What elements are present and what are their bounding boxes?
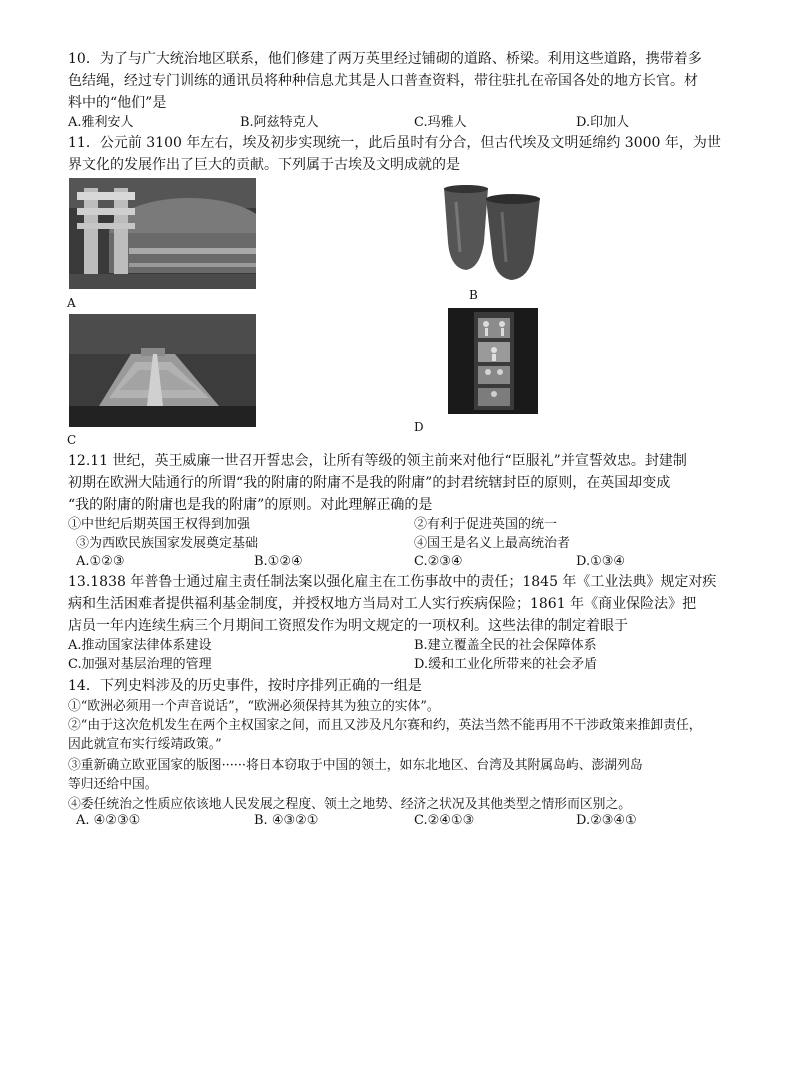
q13-line-2: 病和生活困难者提供福利基金制度，并授权地方当局对工人实行疾病保险；1861 年《商业保险法》把 [68,596,697,612]
q12-statement-3: ③为西欧民族国家发展奠定基础 [76,536,259,551]
q13-option-c[interactable]: C.加强对基层治理的管理 [68,657,212,672]
q14-option-a[interactable]: A. ④②③① [76,813,141,828]
q10-option-a[interactable]: A.雅利安人 [68,115,134,130]
q10-line-2: 色结绳，经过专门训练的通讯员将种种信息尤其是人口普查资料，带往驻扎在帝国各处的地方长官。材 [68,73,698,89]
q12-option-c[interactable]: C.②③④ [414,554,463,569]
image-c-label: C [67,433,77,447]
q12-option-d[interactable]: D.①③④ [576,554,626,569]
q13-line-1: 13.1838 年普鲁士通过雇主责任制法案以强化雇主在工伤事故中的责任；1845 年《工业法典》规定对疾 [68,574,717,590]
q12-line-1: 12.11 世纪，英王威廉一世召开誓忠会，让所有等级的领主前来对他行“臣服礼”并宣誓效忠。封建制 [68,453,687,469]
q14-option-c[interactable]: C.②④①③ [414,813,475,828]
q14-source-2b: 因此就宣布实行绥靖政策。” [68,737,222,752]
q10-option-b[interactable]: B.阿兹特克人 [240,115,319,130]
q14-line-1: 14．下列史料涉及的历史事件，按时序排列正确的一组是 [68,678,422,694]
image-b-stone-vessels[interactable] [436,182,546,282]
q14-option-d[interactable]: D.②③④① [576,813,637,828]
image-b-label: B [469,288,478,302]
q14-source-1: ①“欧洲必须用一个声音说话”，“欧洲必须保持其为独立的实体”。 [68,699,440,714]
image-d-label: D [414,420,424,434]
q13-option-d[interactable]: D.缓和工业化所带来的社会矛盾 [414,657,598,672]
q10-line-1: 10．为了与广大统治地区联系，他们修建了两万英里经过铺砌的道路、桥梁。利用这些道路，携带着多 [68,51,702,67]
q10-option-c[interactable]: C.玛雅人 [414,115,467,130]
q12-statement-4: ④国王是名义上最高统治者 [414,536,571,551]
q12-statement-2: ②有利于促进英国的统一 [414,517,558,532]
q14-source-3b: 等归还给中国。 [68,777,158,792]
q14-source-3a: ③重新确立欧亚国家的版图······将日本窃取于中国的领土，如东北地区、台湾及其附属岛屿、澎湖列岛 [68,758,643,773]
q14-option-b[interactable]: B. ④③②① [254,813,319,828]
q12-statement-1: ①中世纪后期英国王权得到加强 [68,517,251,532]
q14-source-2a: ②“由于这次危机发生在两个主权国家之间，而且又涉及凡尔赛和约，英法当然不能再用不干涉政策来推卸责任， [68,718,702,733]
q12-line-3: “我的附庸的附庸也是我的附庸”的原则。对此理解正确的是 [68,497,433,513]
q10-line-3: 料中的“他们”是 [68,95,167,111]
q11-line-2: 界文化的发展作出了巨大的贡献。下列属于古埃及文明成就的是 [68,157,460,173]
q12-option-a[interactable]: A.①②③ [76,554,125,569]
q11-line-1: 11．公元前 3100 年左右，埃及初步实现统一，此后虽时有分合，但古代埃及文明延绵约 3000 年，为世 [68,135,721,151]
q12-line-2: 初期在欧洲大陆通行的所谓“我的附庸的附庸不是我的附庸”的封君统辖封臣的原则，在英国却变成 [68,475,671,491]
q13-option-b[interactable]: B.建立覆盖全民的社会保障体系 [414,638,597,653]
image-c-step-pyramid[interactable] [69,314,256,427]
image-d-relief[interactable] [448,308,538,414]
q13-line-3: 店员一年内连续生病三个月期间工资照发作为明文规定的一项权利。这些法律的制定着眼于 [68,618,628,634]
image-a-stupa[interactable] [69,178,256,289]
q10-option-d[interactable]: D.印加人 [576,115,630,130]
q14-source-4: ④委任统治之性质应依该地人民发展之程度、领土之地势、经济之状况及其他类型之情形而区别之。 [68,797,632,812]
q12-option-b[interactable]: B.①②④ [254,554,303,569]
q13-option-a[interactable]: A.推动国家法律体系建设 [68,638,212,653]
image-a-label: A [67,296,76,310]
